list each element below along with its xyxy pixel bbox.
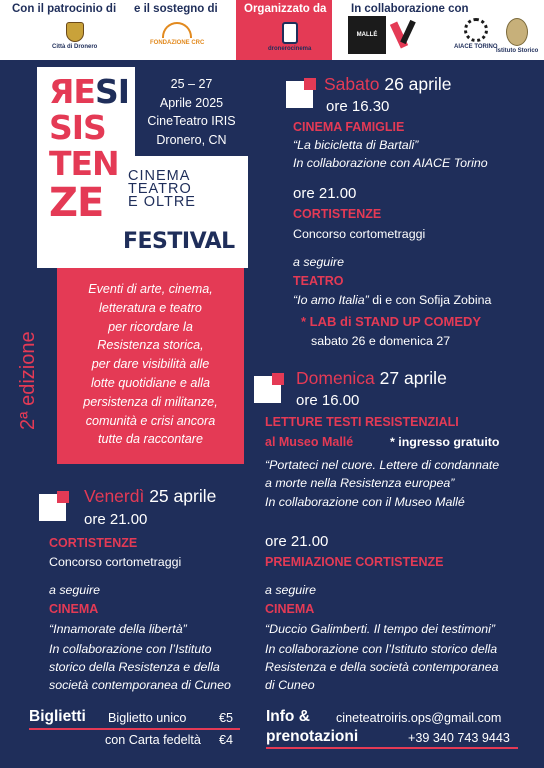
- partner-logo: Istituto Storico: [496, 18, 538, 54]
- contact-phone[interactable]: +39 340 743 9443: [408, 731, 510, 745]
- organizer-logo: dronerocinema: [268, 22, 311, 52]
- domenica-collab-3c: di Cuneo: [265, 678, 315, 692]
- sabato-marker: [286, 81, 313, 108]
- venerdi-heading: Venerdì 25 aprile: [84, 486, 217, 506]
- festival-logo-card: [37, 67, 248, 268]
- venerdi-title-2: “Innamorate della libertà”: [49, 622, 187, 636]
- organizzato-label: Organizzato da: [244, 3, 327, 15]
- domenica-title-3: “Duccio Galimberti. Il tempo dei testimoni”: [265, 622, 495, 636]
- domenica-title-1b: a morte nella Resistenza europea”: [265, 476, 455, 490]
- domenica-collab-3a: In collaborazione con l’Istituto storico della: [265, 642, 498, 656]
- domenica-time-1: ore 16.00: [296, 392, 360, 409]
- carta-fedelta-label: con Carta fedeltà: [105, 733, 201, 747]
- domenica-collab-3b: Resistenza e della società contemporanea: [265, 660, 499, 674]
- venerdi-marker: [39, 494, 66, 521]
- biglietti-title: Biglietti: [29, 708, 86, 725]
- biglietti-rule: [29, 728, 240, 730]
- robot-icon: [282, 22, 298, 44]
- domenica-seguire: a seguire: [265, 583, 316, 597]
- festival-description: Eventi di arte, cinema, letteratura e teatro per ricordare la Resistenza storica, per dare visibilità alle lotte quotidiane e alla persistenza di militanze, comunità e crisi ancora tutte da raccontare: [57, 268, 244, 464]
- organizer-box: [236, 0, 332, 60]
- carta-fedelta-price: €4: [219, 733, 234, 747]
- biglietto-unico-price: €5: [219, 711, 234, 725]
- domenica-cat-3: CINEMA: [265, 602, 315, 616]
- shield-icon: [66, 22, 84, 42]
- sabato-cat-2: CORTISTENZE: [293, 207, 382, 221]
- sponsor-bar: [0, 0, 544, 60]
- venerdi-collab-2c: società contemporanea di Cuneo: [49, 678, 231, 692]
- venerdi-seguire: a seguire: [49, 583, 100, 597]
- venerdi-cat-1: CORTISTENZE: [49, 536, 138, 550]
- domenica-time-2: ore 21.00: [265, 533, 329, 550]
- logo-row-2: SIS: [49, 108, 106, 147]
- sabato-lab-dates: sabato 26 e domenica 27: [311, 334, 451, 348]
- domenica-marker: [254, 376, 281, 403]
- festival-town: Dronero, CN: [156, 132, 227, 147]
- domenica-cat-1: LETTURE TESTI RESISTENZIALI: [265, 415, 459, 429]
- sabato-collab-1: In collaborazione con AIACE Torino: [293, 156, 488, 170]
- sabato-lab: * LAB di STAND UP COMEDY: [301, 314, 482, 329]
- sabato-title-1: “La bicicletta di Bartali”: [293, 138, 419, 152]
- festival-subtitle: CINEMA TEATRO E OLTRE: [128, 168, 196, 210]
- info-title-1: Info &: [266, 708, 310, 725]
- domenica-ingresso: * ingresso gratuito: [390, 435, 500, 449]
- sabato-heading: Sabato 26 aprile: [324, 74, 452, 94]
- domenica-cat-1b: al Museo Mallé: [265, 435, 354, 449]
- sabato-cat-3: TEATRO: [293, 274, 344, 288]
- collaborazione-label: In collaborazione con: [351, 3, 469, 15]
- venerdi-desc-1: Concorso cortometraggi: [49, 555, 182, 569]
- arch-icon: [162, 22, 192, 38]
- festival-month: Aprile 2025: [159, 95, 224, 110]
- contact-email[interactable]: cineteatroiris.ops@gmail.com: [336, 711, 502, 725]
- venerdi-collab-2b: storico della Resistenza e della: [49, 660, 220, 674]
- venerdi-time-1: ore 21.00: [84, 511, 148, 528]
- info-title-2: prenotazioni: [266, 728, 359, 745]
- logo-row-1: ЯESI: [49, 72, 129, 111]
- biglietto-unico-label: Biglietto unico: [108, 711, 187, 725]
- sabato-time-1: ore 16.30: [326, 98, 390, 115]
- sostegno-label: e il sostegno di: [134, 3, 218, 15]
- info-rule: [266, 747, 518, 749]
- logo-row-3: TEN: [49, 144, 119, 183]
- domenica-collab-1: In collaborazione con il Museo Mallé: [265, 495, 465, 509]
- aiace-logo: AIACE TORINO: [454, 18, 498, 50]
- sabato-desc-2: Concorso cortometraggi: [293, 227, 426, 241]
- edition-label: 2ª edizione: [17, 331, 39, 430]
- logo-row-4: ZE: [49, 180, 104, 226]
- festival-word: FESTIVAL: [123, 229, 235, 254]
- venerdi-collab-2a: In collaborazione con l’Istituto: [49, 642, 212, 656]
- sabato-seguire: a seguire: [293, 255, 344, 269]
- sabato-cat-1: CINEMA FAMIGLIE: [293, 120, 405, 134]
- portrait-icon: [506, 18, 528, 46]
- venerdi-cat-2: CINEMA: [49, 602, 99, 616]
- domenica-title-1a: “Portateci nel cuore. Lettere di condannate: [265, 458, 500, 472]
- sabato-time-2: ore 21.00: [293, 185, 357, 202]
- festival-venue: CineTeatro IRIS: [147, 114, 236, 128]
- domenica-heading: Domenica 27 aprile: [296, 368, 447, 388]
- comune-logo: Città di Dronero: [52, 22, 97, 50]
- sabato-title-3: “Io amo Italia” di e con Sofija Zobina: [293, 293, 492, 307]
- malle-logo: MALLÉ: [348, 16, 386, 54]
- crc-logo: FONDAZIONE CRC: [150, 22, 204, 46]
- festival-dates: 25 – 27: [170, 77, 213, 91]
- brush-icon: [393, 18, 415, 48]
- domenica-cat-2: PREMIAZIONE CORTISTENZE: [265, 555, 444, 569]
- istituto-logo: [393, 18, 415, 48]
- film-reel-icon: [464, 18, 488, 42]
- patrocinio-label: Con il patrocinio di: [12, 3, 117, 15]
- festival-date-box: [135, 67, 248, 156]
